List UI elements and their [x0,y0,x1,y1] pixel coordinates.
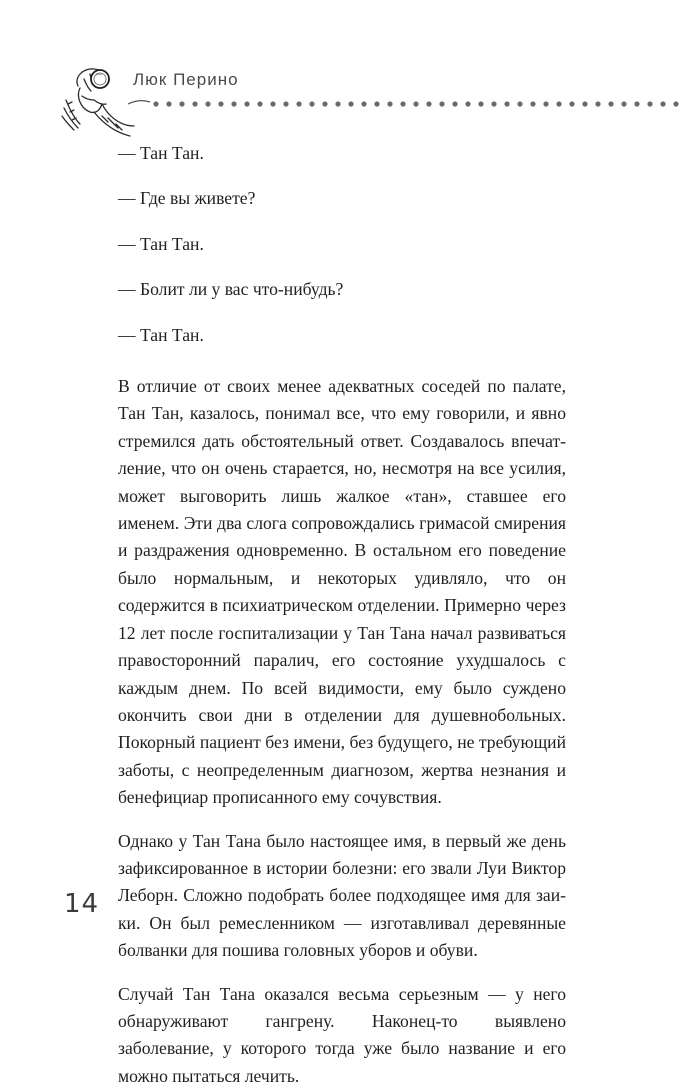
dialogue-line: — Тан Тан. [118,324,204,345]
page-header [0,0,682,150]
dialogue-line: — Где вы живете? [118,188,256,209]
dialogue-line: — Болит ли у вас что-нибудь? [118,279,344,300]
dotted-rule [126,98,682,110]
body-paragraph: Случай Тан Тана оказался весьма серьезным — у него обнаруживают гангрену. Наконец-то выявлено заболевание, у которого тогда уже было название и его можно пытаться лечить. [118,983,566,1086]
dialogue-line: — Тан Тан. [118,233,204,254]
page-body [118,140,566,1090]
page-number: 14 [64,889,100,919]
dialogue-line: — Тан Тан. [118,143,204,163]
body-paragraph: Однако у Тан Тана было настоящее имя, в первый же день зафиксированное в истории болезни: его звали Луи Виктор Леборн. Сложно подобрать более подходящее имя для заики. Он был ремесленником — изготавливал деревянные болванки для пошива головных уборов и обуви. [118,830,566,961]
running-head-title: Люк Перино [133,70,239,89]
body-paragraph: В отличие от своих менее адекватных соседей по палате, Тан Тан, казалось, понимал все, что ему говорили, и явно стремился дать обстоятельный ответ. Создавалось впечатление, что он очень старается, но, несмотря на все усилия, может выговорить лишь жалкое «тан», ставшее его именем. Эти два слога сопровождались гримасой смирения и раздражения одновременно. В остальном его поведение было нормальным, и некоторых удивляло, что он содержится в психиатрическом отделении. Примерно через 12 лет после госпитализации у Тан Тана начал развиваться правосторонний паралич, его состояние ухудшалось с каждым днем. По всей видимости, ему было суждено окончить свои дни в отделении для душевнобольных. Покорный пациент без имени, без будущего, не требующий заботы, с неопределенным диагнозом, жертва незнания и бенефициар прописанного ему сочувствия. [118,376,566,808]
